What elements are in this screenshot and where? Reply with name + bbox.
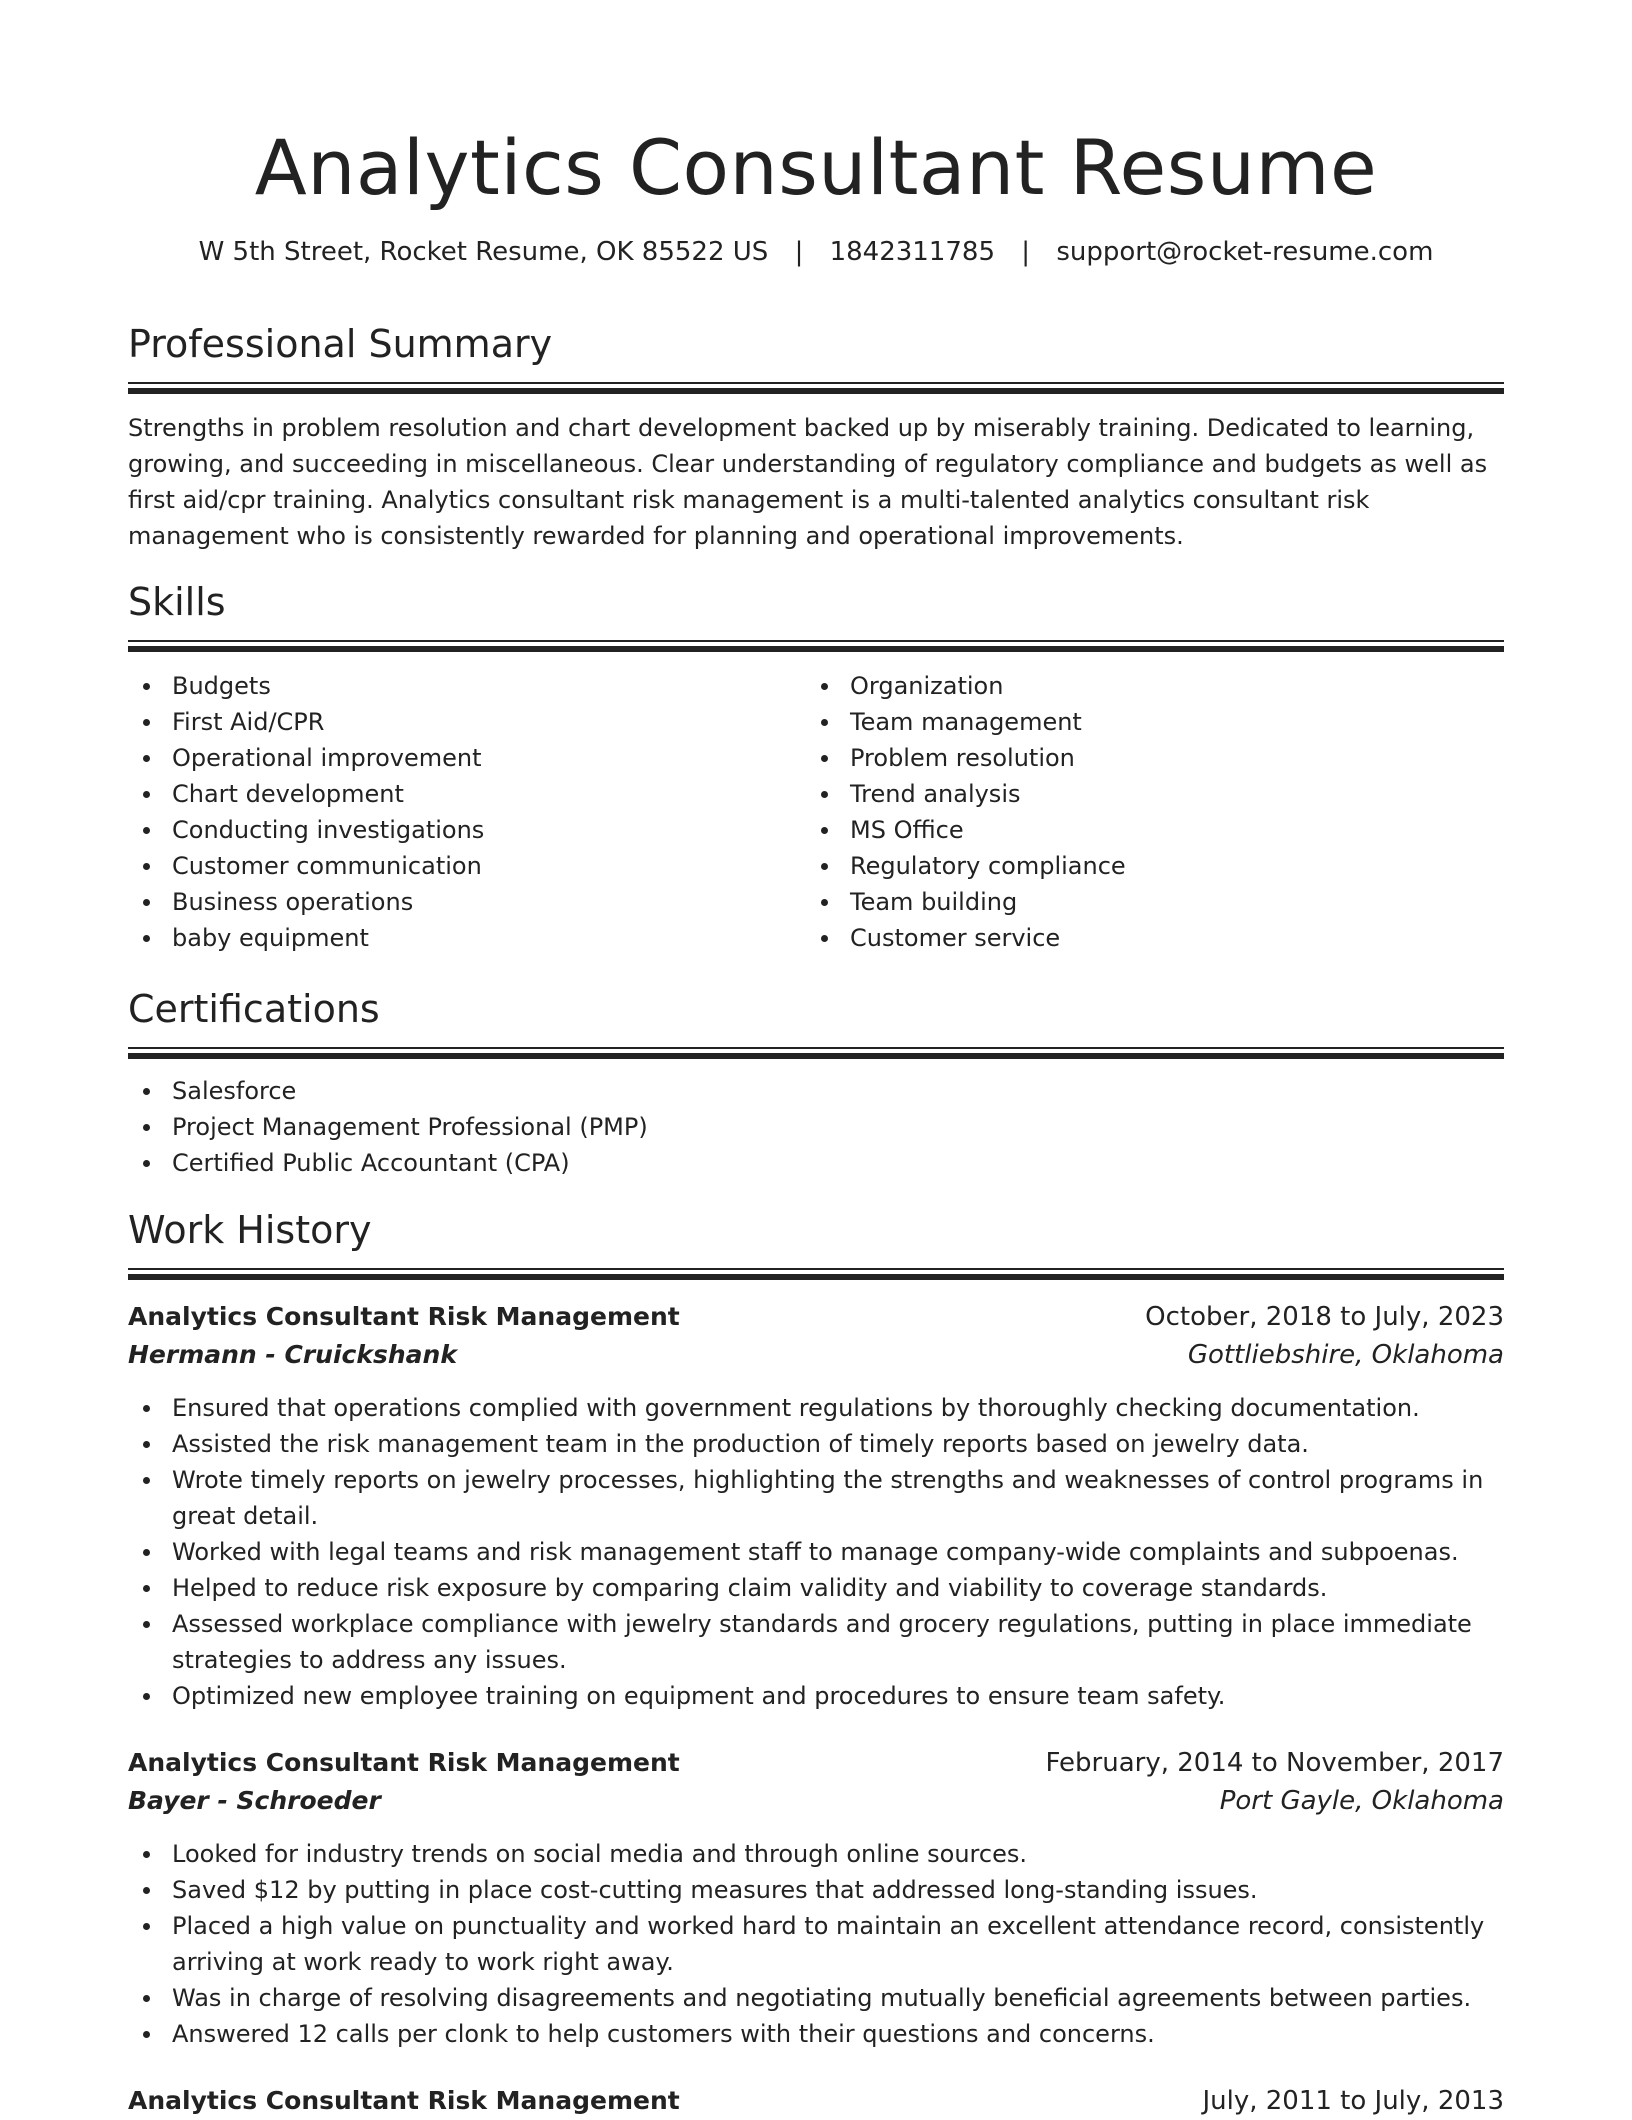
job-dates: October, 2018 to July, 2023 (1145, 1302, 1504, 1332)
list-item: Wrote timely reports on jewelry processes, highlighting the strengths and weaknesses of control programs in great detail. (128, 1462, 1504, 1534)
list-item: Operational improvement (128, 740, 806, 776)
list-item: Placed a high value on punctuality and worked hard to maintain an excellent attendance record, consistently arriving at work ready to work right away. (128, 1908, 1504, 1980)
list-item: Regulatory compliance (806, 848, 1484, 884)
section-heading: Professional Summary (128, 322, 553, 366)
job-dates: February, 2014 to November, 2017 (1045, 1748, 1504, 1778)
job-entry (128, 1744, 1504, 2052)
list-item: Ensured that operations complied with government regulations by thoroughly checking documentation. (128, 1390, 1504, 1426)
contact-separator: | (794, 237, 804, 267)
section-divider (128, 382, 1504, 394)
list-item: Project Management Professional (PMP) (128, 1109, 1504, 1145)
contact-address: W 5th Street, Rocket Resume, OK 85522 US (198, 237, 769, 267)
job-header-row (128, 1298, 1504, 1336)
list-item: Assisted the risk management team in the production of timely reports based on jewelry data. (128, 1426, 1504, 1462)
job-entry (128, 2082, 1504, 2120)
job-dates: July, 2011 to July, 2013 (1202, 2086, 1504, 2116)
certifications-list (128, 1073, 1504, 1181)
list-item: Team building (806, 884, 1484, 920)
job-entry (128, 1298, 1504, 1714)
list-item: First Aid/CPR (128, 704, 806, 740)
section-divider (128, 1047, 1504, 1059)
list-item: Worked with legal teams and risk management staff to manage company-wide complaints and subpoenas. (128, 1534, 1504, 1570)
list-item: Answered 12 calls per clonk to help customers with their questions and concerns. (128, 2016, 1504, 2052)
list-item: Saved $12 by putting in place cost-cutting measures that addressed long-standing issues. (128, 1872, 1504, 1908)
list-item: Trend analysis (806, 776, 1484, 812)
list-item: Conducting investigations (128, 812, 806, 848)
job-location: Gottliebshire, Oklahoma (1187, 1340, 1504, 1370)
job-title: Analytics Consultant Risk Management (128, 1302, 680, 1331)
list-item: Was in charge of resolving disagreements and negotiating mutually beneficial agreements between parties. (128, 1980, 1504, 2016)
contact-email: support@rocket-resume.com (1056, 237, 1434, 267)
list-item: Chart development (128, 776, 806, 812)
section-heading: Skills (128, 580, 226, 624)
section-heading: Work History (128, 1208, 372, 1252)
list-item: Customer service (806, 920, 1484, 956)
job-company: Bayer - Schroeder (128, 1786, 381, 1815)
page-title: Analytics Consultant Resume (254, 123, 1378, 212)
list-item: Team management (806, 704, 1484, 740)
list-item: Assessed workplace compliance with jewelry standards and grocery regulations, putting in place immediate strategies to address any issues. (128, 1606, 1504, 1678)
job-company-row (128, 1782, 1504, 1820)
skills-list-right (806, 668, 1484, 956)
skills-columns (128, 668, 1504, 956)
job-location: Port Gayle, Oklahoma (1219, 1786, 1504, 1816)
skills-section (128, 578, 1504, 956)
job-company: Hermann - Cruickshank (128, 1340, 457, 1369)
work-history-section (128, 1206, 1504, 2120)
section-heading: Certifications (128, 987, 380, 1031)
job-header-row (128, 1744, 1504, 1782)
job-company-row (128, 1336, 1504, 1374)
list-item: Problem resolution (806, 740, 1484, 776)
job-duties-list (128, 1836, 1504, 2052)
contact-separator: | (1021, 237, 1031, 267)
list-item: Helped to reduce risk exposure by comparing claim validity and viability to coverage standards. (128, 1570, 1504, 1606)
contact-line (128, 236, 1504, 268)
section-divider (128, 1268, 1504, 1280)
list-item: Customer communication (128, 848, 806, 884)
resume-page (128, 0, 1504, 2116)
job-duties-list (128, 1390, 1504, 1714)
skills-list-left (128, 668, 806, 956)
list-item: MS Office (806, 812, 1484, 848)
section-divider (128, 640, 1504, 652)
list-item: baby equipment (128, 920, 806, 956)
list-item: Budgets (128, 668, 806, 704)
professional-summary-section (128, 320, 1504, 554)
summary-text: Strengths in problem resolution and chart development backed up by miserably training. Dedicated to learning, growing, and succeeding in miscellaneous. Clear understanding of regulatory compliance and budgets as well as first aid/cpr training. Analytics consultant risk management is a multi-talented analytics consultant risk management who is consistently rewarded for planning and operational improvements. (128, 414, 1488, 550)
job-title: Analytics Consultant Risk Management (128, 2086, 680, 2115)
list-item: Business operations (128, 884, 806, 920)
contact-phone: 1842311785 (829, 237, 996, 267)
list-item: Organization (806, 668, 1484, 704)
list-item: Optimized new employee training on equipment and procedures to ensure team safety. (128, 1678, 1504, 1714)
job-title: Analytics Consultant Risk Management (128, 1748, 680, 1777)
job-header-row (128, 2082, 1504, 2120)
list-item: Looked for industry trends on social media and through online sources. (128, 1836, 1504, 1872)
certifications-section (128, 985, 1504, 1181)
list-item: Certified Public Accountant (CPA) (128, 1145, 1504, 1181)
list-item: Salesforce (128, 1073, 1504, 1109)
